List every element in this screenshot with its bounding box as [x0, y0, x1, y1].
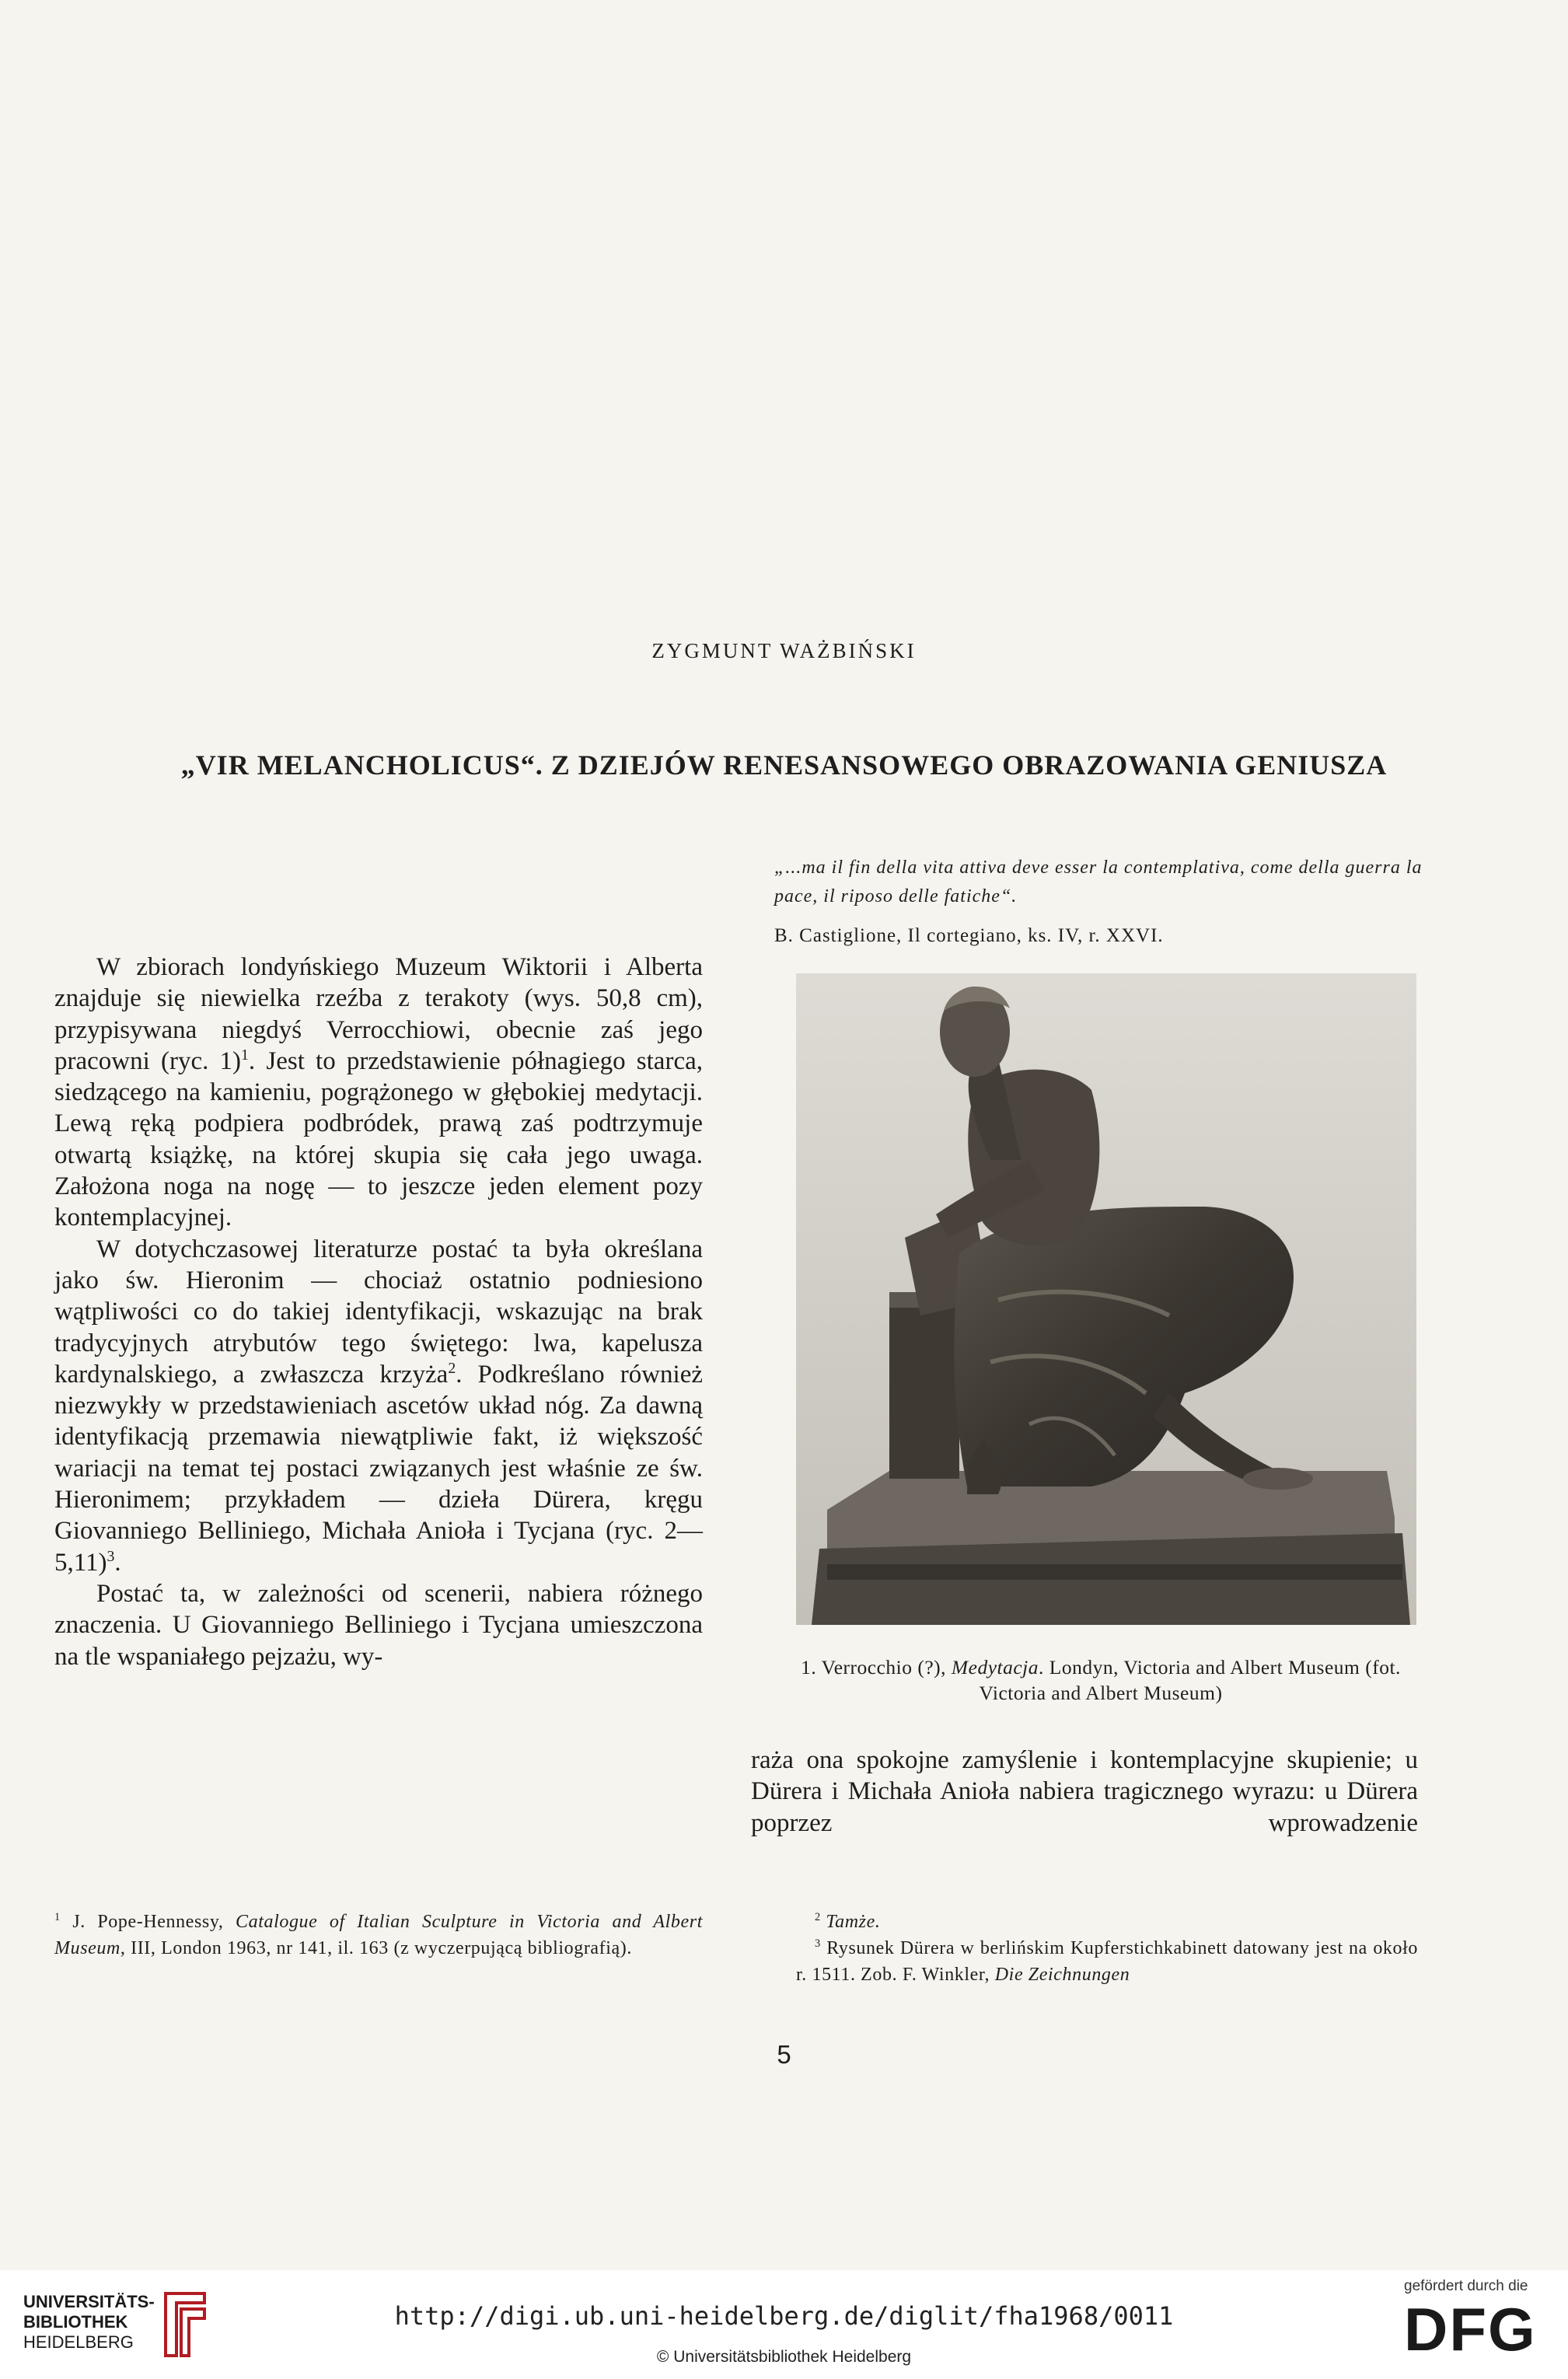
figure-caption: 1. Verrocchio (?), Medytacja. Londyn, Victoria and Albert Museum (fot. Victoria and Albert Museum)	[801, 1656, 1401, 1704]
footnote-1: $^1$ J. Pope-Hennessy, Catalogue of Italian Sculpture in Victoria and Albert Museum, III, London 1963, nr 141, il. 163 (z wyczerpującą bibliografią).	[54, 1911, 703, 1958]
funding-note: gefördert durch die	[1404, 2278, 1528, 2294]
epigraph-source: B. Castiglione, Il cortegiano, ks. IV, r. XXVI.	[774, 925, 1164, 946]
footnote-2: $^2$ Tamże.	[815, 1911, 881, 1932]
footnotes-right	[796, 1909, 1418, 1988]
paragraph: W zbiorach londyńskiego Muzeum Wiktorii i Alberta znajduje się niewielka rzeźba z terakoty (wys. 50,8 cm), przypisywana niegdyś Verrocchiowi, obecnie zaś jego pracowni (ryc. 1)$^1$. Jest to przedstawienie półnagiego starca, siedzącego na kamieniu, pogrążonego w głębokiej medytacji. Lewą ręką podpiera podbródek, prawą zaś podtrzymuje otwartą książkę, na której skupia się cała jego uwaga. Założona noga na nogę — to jeszcze jeden element pozy kontemplacyjnej.	[54, 953, 703, 1232]
paragraph: Postać ta, w zależności od scenerii, nabiera różnego znaczenia. U Giovanniego Belliniego i Tycjana umieszczona na tle wspaniałego pejzażu, wy-	[54, 1579, 703, 1671]
article-title: „VIR MELANCHOLICUS“. Z DZIEJÓW RENESANSOWEGO OBRAZOWANIA GENIUSZA	[180, 749, 1388, 781]
dfg-logo: DFG	[1404, 2295, 1537, 2363]
sculpture-photograph	[796, 973, 1416, 1625]
paragraph: raża ona spokojne zamyślenie i kontemplacyjne skupienie; u Dürera i Michała Anioła nabiera tragicznego wyrazu: u Dürera poprzez wprowadzenie	[751, 1746, 1418, 1837]
epigraph-quote: „...ma il fin della vita attiva deve esser la contemplativa, come della guerra la pace, il riposo delle fatiche“.	[774, 858, 1423, 907]
page-number: 5	[777, 2040, 791, 2069]
sculpture-illustration	[796, 973, 1416, 1625]
left-text-column	[54, 952, 703, 1672]
right-text-column	[751, 1745, 1418, 1839]
source-url-link[interactable]: http://digi.ub.uni-heidelberg.de/diglit/fha1968/0011	[394, 2301, 1174, 2331]
library-logo: UNIVERSITÄTS- BIBLIOTHEK HEIDELBERG	[23, 2292, 155, 2352]
copyright-notice: © Universitätsbibliothek Heidelberg	[656, 2348, 912, 2366]
paragraph: W dotychczasowej literaturze postać ta była określana jako św. Hieronim — chociaż ostatnio podniesiono wątpliwości co do takiej identyfikacji, wskazując na brak tradycyjnych atrybutów tego świętego: lwa, kapelusza kardynalskiego, a zwłaszcza krzyża$^2$. Podkreślano również niezwykły w przedstawieniach ascetów układ nóg. Za dawną identyfikacją przemawia niewątpliwie fakt, iż większość wariacji na temat tej postaci związanych jest właśnie ze św. Hieronimem; przykładem — dzieła Dürera, kręgu Giovanniego Belliniego, Michała Anioła i Tycjana (ryc. 2—5,11)$^3$.	[54, 1235, 703, 1577]
footnote-3: $^3$ Rysunek Dürera w berlińskim Kupferstichkabinett datowany jest na około r. 1511. Zob. F. Winkler, Die Zeichnungen	[796, 1937, 1418, 1985]
article-author: ZYGMUNT WAŻBIŃSKI	[651, 639, 917, 662]
